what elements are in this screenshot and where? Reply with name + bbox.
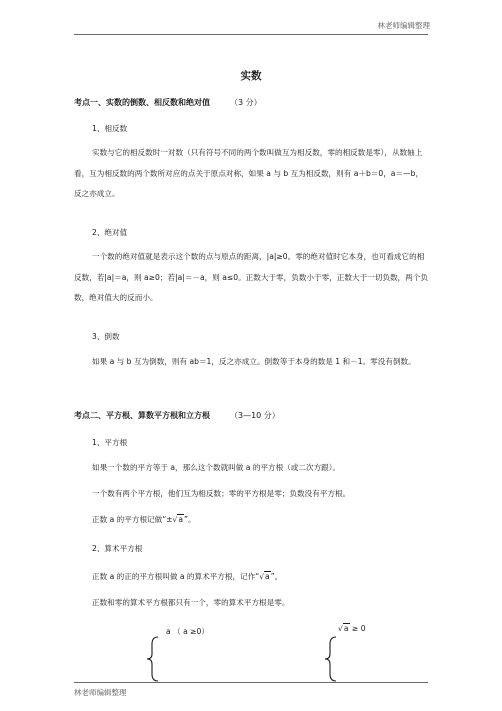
section-heading-1-text: 考点一、实数的倒数、相反数和绝对值 (74, 98, 210, 107)
header-rule (74, 34, 428, 35)
section-heading-1 (74, 97, 262, 108)
radicand: a (265, 572, 270, 581)
footer-note: 林老师编辑整理 (74, 688, 127, 697)
notation-close: ”。 (184, 515, 196, 524)
section-score-2: （3—10 分） (230, 411, 280, 420)
case-right-cond-text: ≥ 0 (349, 624, 366, 633)
case-right-condition (338, 623, 366, 633)
subheading-reciprocal: 3、倒数 (92, 332, 120, 341)
line-square-root-notation (92, 514, 196, 525)
paragraph-reciprocal: 如果 a 与 b 互为倒数，则有 ab＝1，反之亦成立。倒数等于本身的数是 1 和－1。零没有倒数。 (92, 357, 416, 366)
page-title: 实数 (240, 70, 262, 82)
section-heading-2-text: 考点二、平方根、算数平方根和立方根 (74, 411, 210, 420)
line-square-root-props: 一个数有两个平方根，他们互为相反数；零的平方根是零；负数没有平方根。 (92, 489, 351, 498)
subheading-absolute: 2、绝对值 (92, 228, 128, 237)
line-arithmetic-root-def (92, 571, 282, 582)
subheading-opposite: 1、相反数 (92, 124, 128, 133)
radicand: a (178, 515, 184, 524)
notation-text: 正数 a 的平方根记做“± (92, 515, 173, 524)
radical-sign: √ (338, 624, 343, 633)
radical-sign: √ (172, 515, 178, 524)
section-score-1: （3 分） (230, 98, 262, 107)
left-brace-2 (324, 636, 338, 682)
radical-sign: √ (259, 572, 265, 581)
radicand: a (343, 624, 349, 633)
arith-def-text: 正数 a 的正的平方根叫做 a 的算术平方根，记作“ (92, 572, 260, 581)
section-heading-2 (74, 410, 280, 421)
paragraph-opposite: 实数与它的相反数时一对数（只有符号不同的两个数叫做互为相反数，零的相反数是零），从数轴上看，互为相反数的两个数所对应的点关于原点对称，如果 a 与 b 互为相反数，则有 a＋b＝0，a＝—b，反之亦成立。 (74, 148, 424, 198)
subheading-arithmetic-root: 2、算术平方根 (92, 544, 143, 553)
left-brace-1 (146, 636, 160, 682)
paragraph-absolute: 一个数的绝对值就是表示这个数的点与原点的距离，|a|≥0。零的绝对值时它本身，也可看成它的相反数，若|a|＝a，则 a≥0；若|a|＝－a，则 a≤0。正数大于零，负数小于零，正数大于一切负数，两个负数，绝对值大的反而小。 (74, 252, 428, 302)
arith-def-close: ”。 (270, 572, 283, 581)
line-square-root-def: 如果一个数的平方等于 a，那么这个数就叫做 a 的平方根（或二次方跟）。 (92, 463, 341, 472)
footer-rule (74, 682, 428, 683)
line-arithmetic-root-unique: 正数和零的算术平方根都只有一个，零的算术平方根是零。 (92, 598, 290, 607)
subheading-square-root: 1、平方根 (92, 438, 128, 447)
header-note: 林老师编辑整理 (377, 21, 430, 30)
case-left-condition: a （ a ≥0） (166, 627, 209, 636)
